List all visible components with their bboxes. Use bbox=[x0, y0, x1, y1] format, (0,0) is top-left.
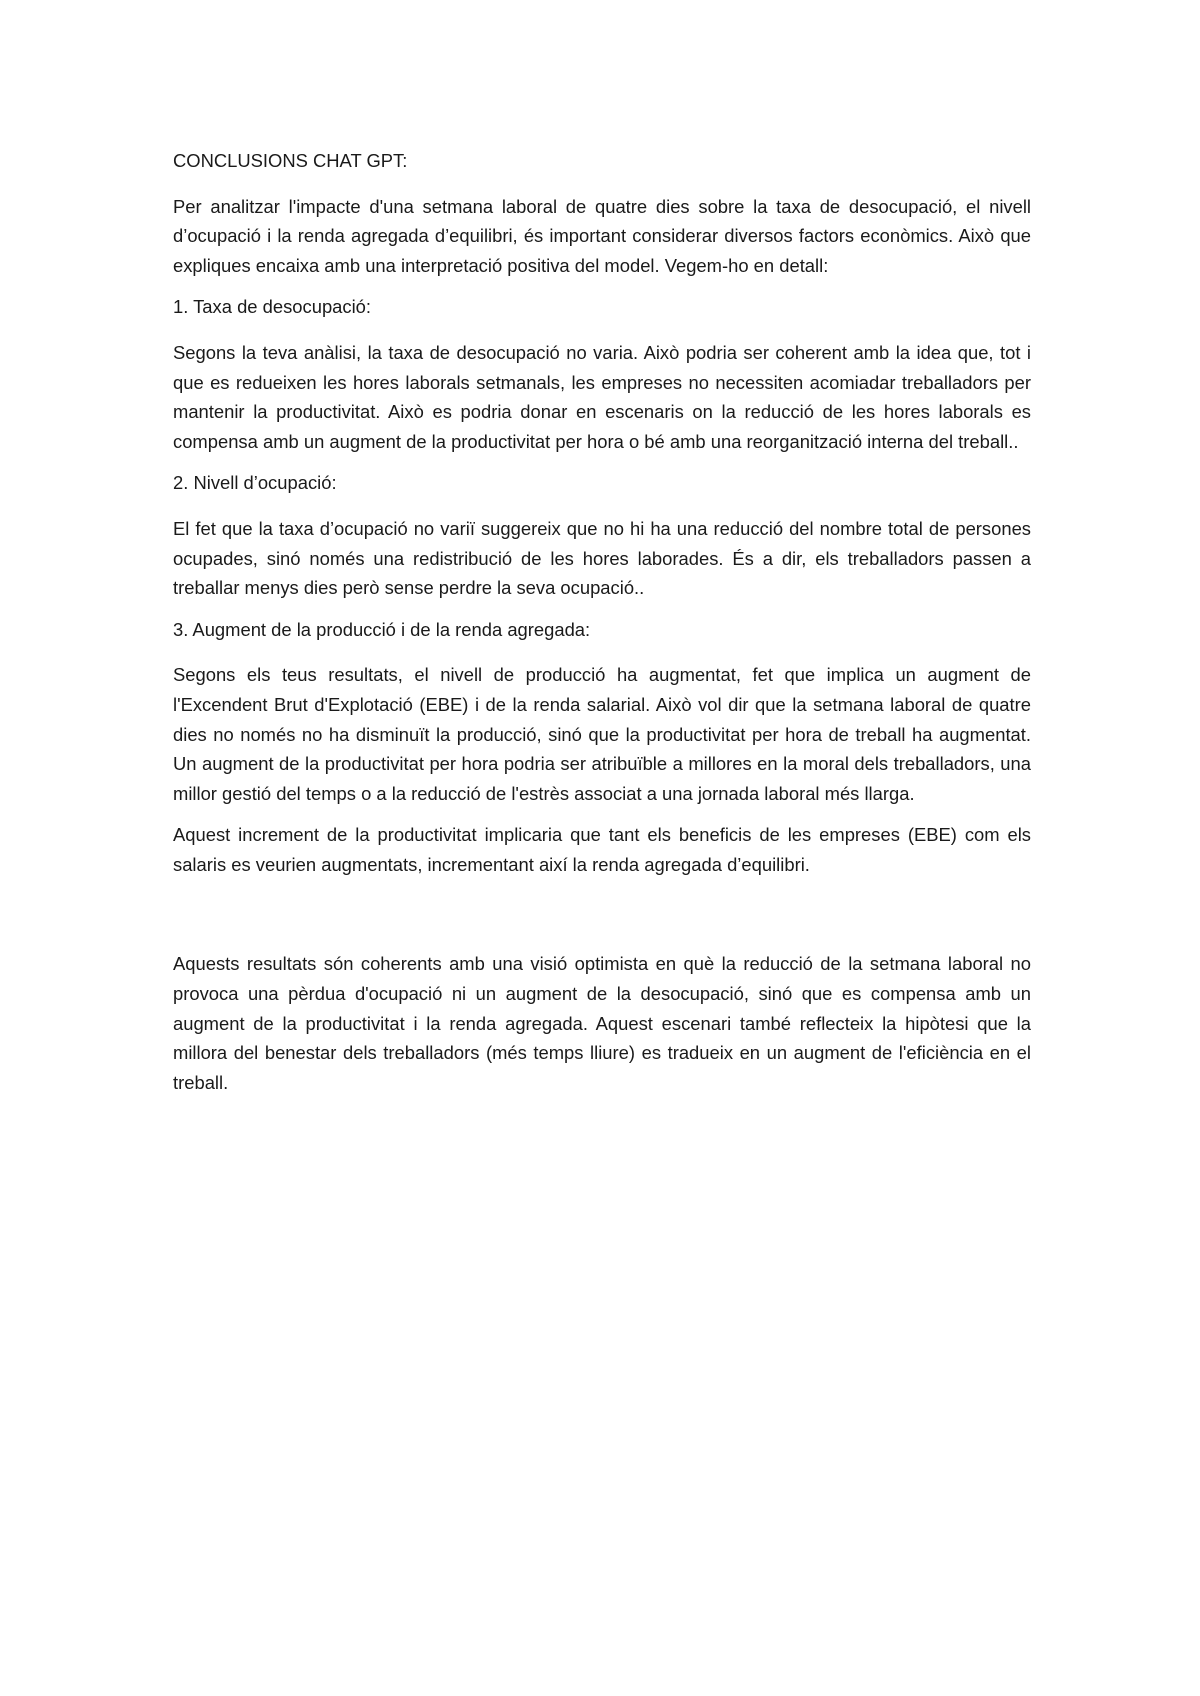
document-body bbox=[173, 146, 1031, 1109]
section-paragraph-employment-level: El fet que la taxa d’ocupació no variï suggereix que no hi ha una reducció del nombre total de persones ocupades, sinó només una redistribució de les hores laborades. És a dir, els treballadors passen a treballar menys dies però sense perdre la seva ocupació.. bbox=[173, 517, 1031, 599]
section-paragraph-production-increase: Segons els teus resultats, el nivell de producció ha augmentat, fet que implica un augment de l'Excendent Brut d'Explotació (EBE) i de la renda salarial. Això vol dir que la setmana laboral de quatre dies no només no ha disminuït la producció, sinó que la productivitat per hora de treball ha augmentat. Un augment de la productivitat per hora podria ser atribuïble a millores en la moral dels treballadors, una millor gestió del temps o a la reducció de l'estrès associat a una jornada laboral més llarga. bbox=[173, 664, 1031, 804]
section-paragraph-unemployment-rate: Segons la teva anàlisi, la taxa de desocupació no varia. Això podria ser coherent amb la idea que, tot i que es redueixen les hores laborals setmanals, les empreses no necessiten acomiadar treballadors per mantenir la productivitat. Això es podria donar en escenaris on la reducció de les hores laborals es compensa amb un augment de la productivitat per hora o bé amb una reorganització interna del treball.. bbox=[173, 341, 1031, 452]
section-heading-employment-level: 2. Nivell d’ocupació: bbox=[173, 472, 337, 494]
conclusion-paragraph: Aquests resultats són coherents amb una visió optimista en què la reducció de la setmana laboral no provoca una pèrdua d'ocupació ni un augment de la desocupació, sinó que es compensa amb un augment de la productivitat i la renda agregada. Aquest escenari també reflecteix la hipòtesi que la millora del benestar dels treballadors (més temps lliure) es tradueix en un augment de l'eficiència en el treball. bbox=[173, 953, 1031, 1093]
document-title: CONCLUSIONS CHAT GPT: bbox=[173, 150, 408, 171]
intro-paragraph: Per analitzar l'impacte d'una setmana laboral de quatre dies sobre la taxa de desocupació, el nivell d’ocupació i la renda agregada d’equilibri, és important considerar diversos factors econòmics. Això que expliques encaixa amb una interpretació positiva del model. Vegem-ho en detall: bbox=[173, 195, 1031, 276]
section-paragraph-productivity-increment: Aquest increment de la productivitat implicaria que tant els beneficis de les empreses (EBE) com els salaris es veurien augmentats, incrementant així la renda agregada d’equilibri. bbox=[173, 824, 1031, 875]
section-heading-production-increase: 3. Augment de la producció i de la renda agregada: bbox=[173, 618, 591, 640]
section-heading-unemployment-rate: 1. Taxa de desocupació: bbox=[173, 296, 372, 318]
